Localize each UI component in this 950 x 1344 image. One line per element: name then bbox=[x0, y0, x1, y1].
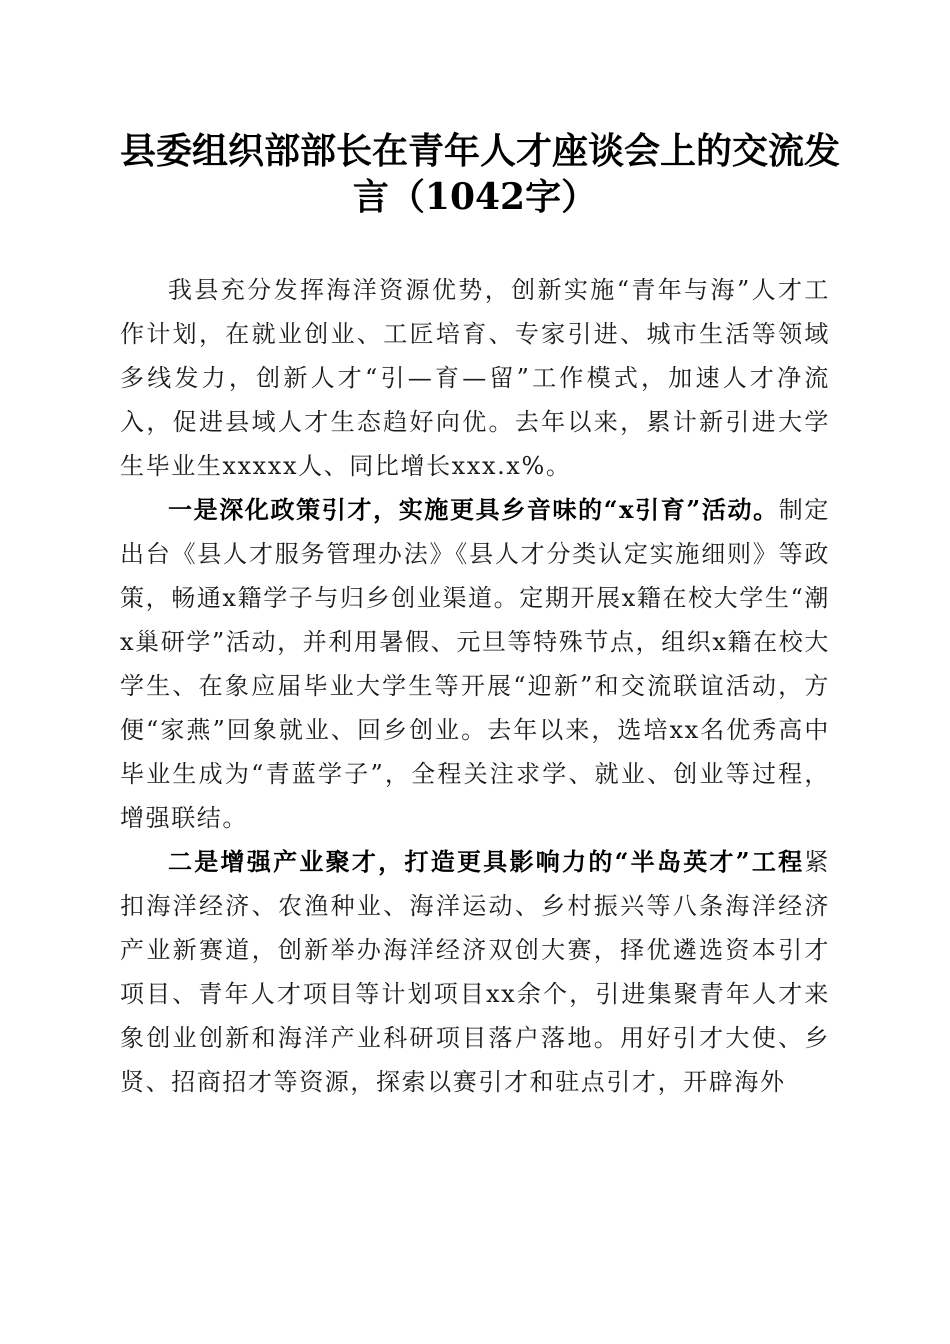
document-page bbox=[120, 128, 841, 1104]
paragraph-industry-lead: 二是增强产业聚才，打造更具影响力的“半岛英才”工程 bbox=[168, 847, 805, 876]
paragraph-intro bbox=[120, 268, 830, 488]
paragraph-industry-text: 紧扣海洋经济、农渔种业、海洋运动、乡村振兴等八条海洋经济产业新赛道，创新举办海洋经济双创大赛，择优遴选资本引才项目、青年人才项目等计划项目xx余个，引进集聚青年人才来象创业创新和海洋产业科研项目落户落地。用好引才大使、乡贤、招商招才等资源，探索以赛引才和驻点引才，开辟海外 bbox=[120, 848, 830, 1096]
document-title bbox=[120, 128, 841, 220]
paragraph-intro-text: 我县充分发挥海洋资源优势，创新实施“青年与海”人才工作计划，在就业创业、工匠培育、专家引进、城市生活等领域多线发力，创新人才“引—育—留”工作模式，加速人才净流入，促进县域人才生态趋好向优。去年以来，累计新引进大学生毕业生xxxxx人、同比增长xxx.x%。 bbox=[120, 276, 830, 480]
paragraph-industry bbox=[120, 840, 830, 1104]
title-line-1: 县委组织部部长在青年人才座谈会上的交流发 bbox=[120, 130, 841, 172]
title-line-2: 言（1042字） bbox=[352, 176, 598, 218]
paragraph-policy-text: 制定出台《县人才服务管理办法》《县人才分类认定实施细则》等政策，畅通x籍学子与归乡创业渠道。定期开展x籍在校大学生“潮x巢研学”活动，并利用暑假、元旦等特殊节点，组织x籍在校大学生、在象应届毕业大学生等开展“迎新”和交流联谊活动，方便“家燕”回象就业、回乡创业。去年以来，选培xx名优秀高中毕业生成为“青蓝学子”，全程关注求学、就业、创业等过程，增强联结。 bbox=[120, 496, 831, 832]
paragraph-policy-lead: 一是深化政策引才，实施更具乡音味的“x引育”活动。 bbox=[168, 495, 779, 524]
document-body bbox=[120, 268, 830, 1104]
paragraph-policy bbox=[120, 488, 830, 840]
